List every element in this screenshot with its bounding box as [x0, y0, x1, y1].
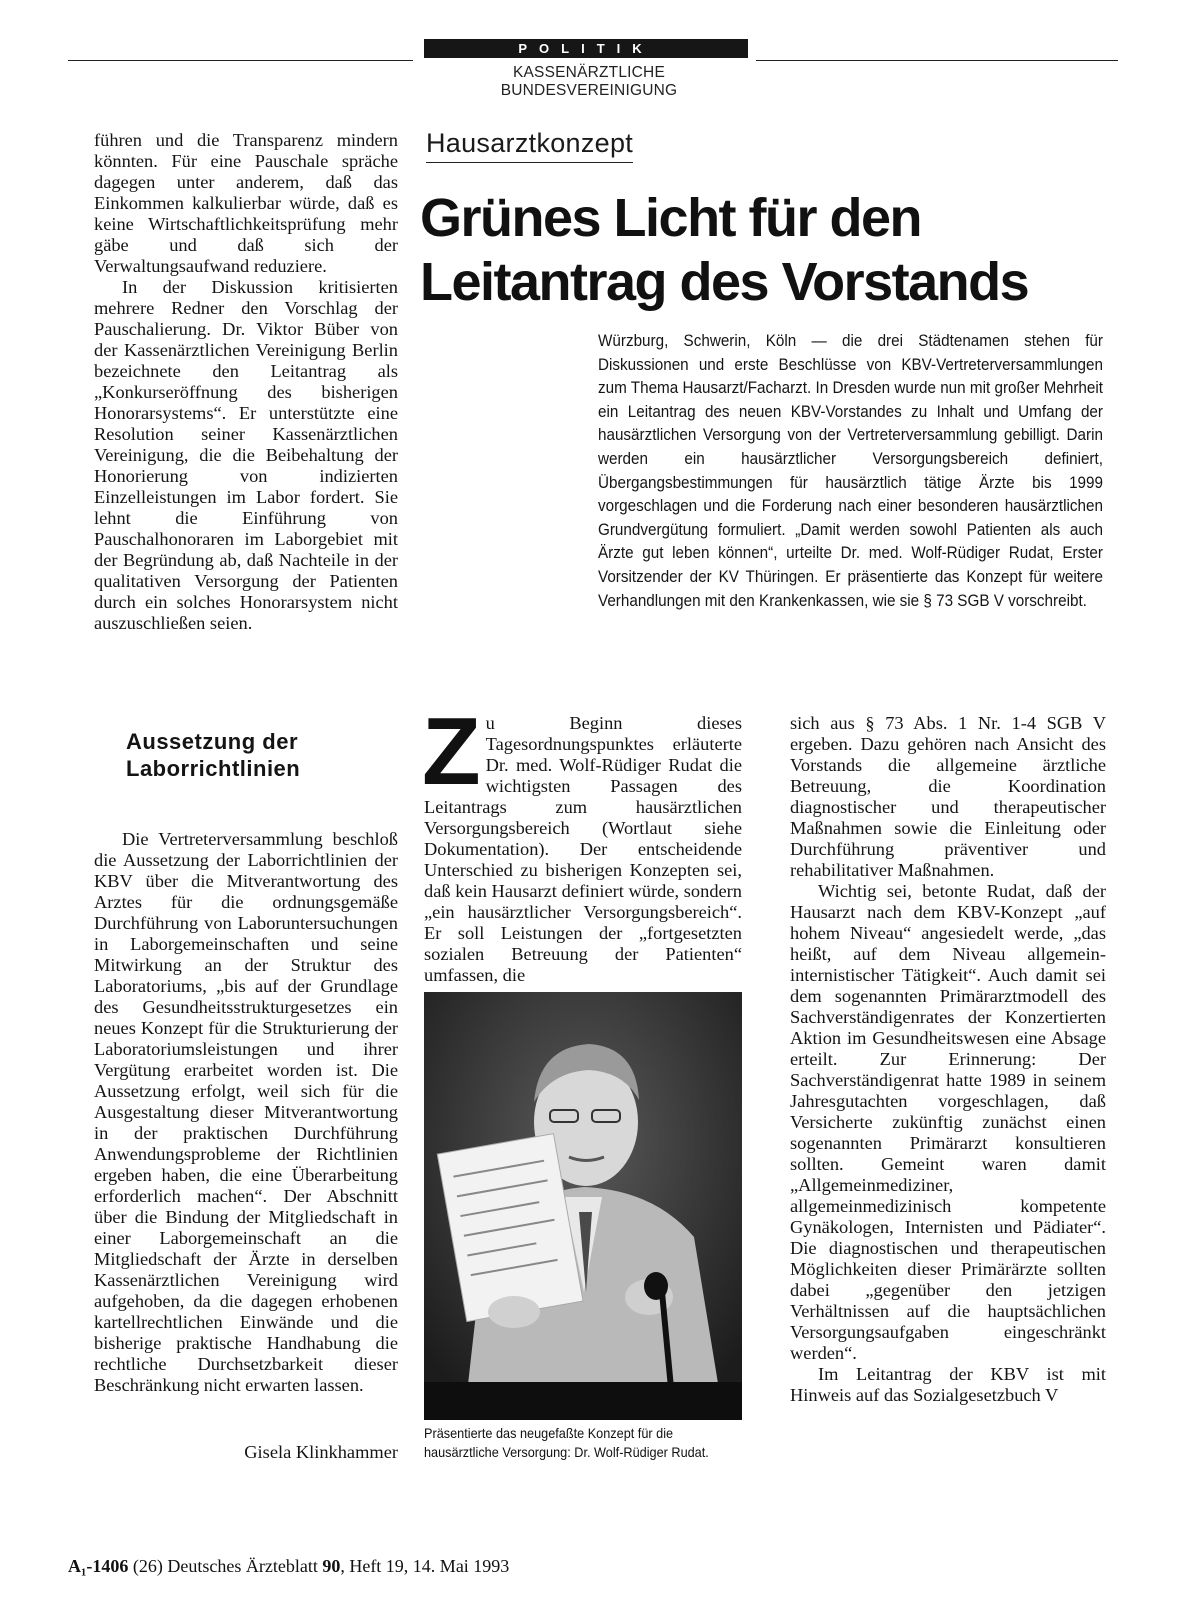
paragraph: Wichtig sei, betonte Rudat, daß der Hausarzt nach dem KBV-Konzept „auf hohem Niveau“ angesiedelt werde, „das heißt, auf dem Niveau allgemein-internistischer Tätigkeit“. Auch damit sei dem sogenannten Primärarztmodell des Sachverständigenrates der Konzertierten Aktion im Gesundheitswesen eine Absage erteilt. Zur Erinnerung: Der Sachverständigenrat hatte 1989 in seinem Jahresgutachten vorgeschlagen, daß Versicherte zukünftig zunächst einen sogenannten Primärarzt konsultieren sollten. Gemeint waren damit „Allgemeinmediziner, allgemeinmedizinisch kompetente Gynäkologen, Internisten und Pädiater“. Die diagnostischen und therapeutischen Möglichkeiten dieser Primärärzte sollten dabei „gegenüber den jetzigen Verhältnissen auf die hauptsächlichen Versorgungsaufgaben eingeschränkt werden“.: [790, 881, 1106, 1363]
section-label: POLITIK: [424, 39, 748, 58]
journal-name: (26) Deutsches Ärzteblatt: [132, 1556, 318, 1576]
header-rule-left: [68, 60, 413, 61]
drop-cap: Z: [422, 698, 481, 805]
headline: [420, 186, 1120, 314]
paragraph: Im Leitantrag der KBV ist mit Hinweis auf das Sozialgesetzbuch V: [790, 1364, 1106, 1405]
subsection-label: KASSENÄRZTLICHE BUNDESVEREINIGUNG: [500, 64, 678, 99]
page-footer: [68, 1556, 509, 1577]
paragraph: führen und die Transparenz mindern könnten. Für eine Pauschale spräche dagegen unter anderem, daß das Einkommen kalkulierbar würde, daß es keine Wirtschaftlichkeitsprüfung mehr gäbe und daß sich der Verwaltungsaufwand reduziere.: [94, 130, 398, 276]
photo-caption: Präsentierte das neugefaßte Konzept für die hausärztliche Versorgung: Dr. Wolf-Rüdiger Rudat.: [424, 1426, 709, 1460]
page-code: A₁-1406: [68, 1556, 129, 1576]
author-name: Gisela Klinkhammer: [244, 1442, 398, 1462]
column-left-top: [94, 130, 398, 634]
lead-paragraph: Würzburg, Schwerin, Köln — die drei Städtenamen stehen für Diskussionen und erste Beschlüsse von KBV-Vertreterversammlungen zum Thema Hausarzt/Facharzt. In Dresden wurde nun mit großer Mehrheit ein Leitantrag des neuen KBV-Vorstandes zu Inhalt und Umfang der hausärztlichen Versorgung von der Vertreterversammlung gebilligt. Darin werden ein hausärztlicher Versorgungsbereich definiert, Übergangsbestimmungen für hausärztlich tätige Ärzte bis 1999 vorgeschlagen und die Forderung nach einer besonderen hausärztlichen Grundvergütung formuliert. „Damit werden sowohl Patienten als auch Ärzte gut leben können“, urteilte Dr. med. Wolf-Rüdiger Rudat, Erster Vorsitzender der KV Thüringen. Er präsentierte das Konzept für weitere Verhandlungen mit den Krankenkassen, wie sie § 73 SGB V vorschreibt.: [598, 332, 1103, 610]
paragraph: [422, 698, 742, 986]
headline-line: Leitantrag des Vorstands: [420, 252, 1029, 312]
column-middle: [422, 698, 742, 986]
paragraph-text: u Beginn dieses Tagesordnungspunktes erläuterte Dr. med. Wolf-Rüdiger Rudat die wichtigsten Passagen des Leitantrags zum hausärztlichen Versorgungsbereich (Wortlaut siehe Dokumentation). Der entscheidende Unterschied zu bisherigen Konzepten sei, daß kein Hausarzt definiert würde, sondern „ein hausärztlicher Versorgungsbereich“. Er soll Leistungen der „fortgesetzten sozialen Betreuung der Patienten“ umfassen, die: [424, 713, 742, 985]
kicker: Hausarztkonzept: [426, 128, 633, 163]
article-photo: [424, 992, 742, 1420]
header-rule-right: [756, 60, 1118, 61]
column-right: [790, 713, 1106, 1406]
subheading: Aussetzung der Laborrichtlinien: [126, 729, 301, 781]
paragraph: Die Vertreterversammlung beschloß die Aussetzung der Laborrichtlinien der KBV über die Mitverantwortung des Arztes für die ordnungsgemäße Durchführung von Laboruntersuchungen in Laborgemeinschaften und seine Mitwirkung an der Struktur des Laboratoriums, „bis auf der Grundlage des Gesundheitsstrukturgesetzes ein neues Konzept für die Strukturierung der Laboratoriumsleistungen und ihrer Vergütung erarbeitet worden ist. Die Aussetzung erfolgt, weil sich für die Ausgestaltung dieser Mitverantwortung in der praktischen Durchführung Anwendungsprobleme der Richtlinien ergeben haben, die eine Überarbeitung erforderlich machen“. Der Abschnitt über die Bindung der Mitgliedschaft in einer Laborgemeinschaft an die Mitgliedschaft der Ärzte in derselben Kassenärztlichen Vereinigung wird aufgehoben, da die dagegen erhobenen kartellrechtlichen Einwände und die bisherige praktische Handhabung die rechtliche Durchsetzbarkeit dieser Beschränkung nicht erwarten lassen.: [94, 829, 398, 1395]
photo-illustration: [424, 992, 742, 1420]
paragraph: sich aus § 73 Abs. 1 Nr. 1-4 SGB V ergeben. Dazu gehören nach Ansicht des Vorstands die allgemeine ärztliche Betreuung, die Koordination diagnostischer und therapeutischer Maßnahmen sowie die Einleitung oder Durchführung präventiver und rehabilitativer Maßnahmen.: [790, 713, 1106, 880]
paragraph: In der Diskussion kritisierten mehrere Redner den Vorschlag der Pauschalierung. Dr. Viktor Büber von der Kassenärztlichen Vereinigung Berlin bezeichnete den Leitantrag als „Konkurseröffnung des bisherigen Honorarsystems“. Er unterstützte eine Resolution seiner Kassenärztlichen Vereinigung, die die Beibehaltung der Honorierung von indizierten Einzelleistungen im Labor fordert. Sie lehnt die Einführung von Pauschalhonoraren im Laborgebiet mit der Begründung ab, daß Nachteile in der qualitativen Versorgung der Patienten durch ein solches Honorarsystem nicht auszuschließen seien.: [94, 277, 398, 633]
headline-line: Grünes Licht für den: [420, 188, 922, 248]
issue-info: , Heft 19, 14. Mai 1993: [340, 1556, 510, 1576]
volume-number: 90: [322, 1556, 341, 1576]
column-left-bottom: [94, 829, 398, 1396]
